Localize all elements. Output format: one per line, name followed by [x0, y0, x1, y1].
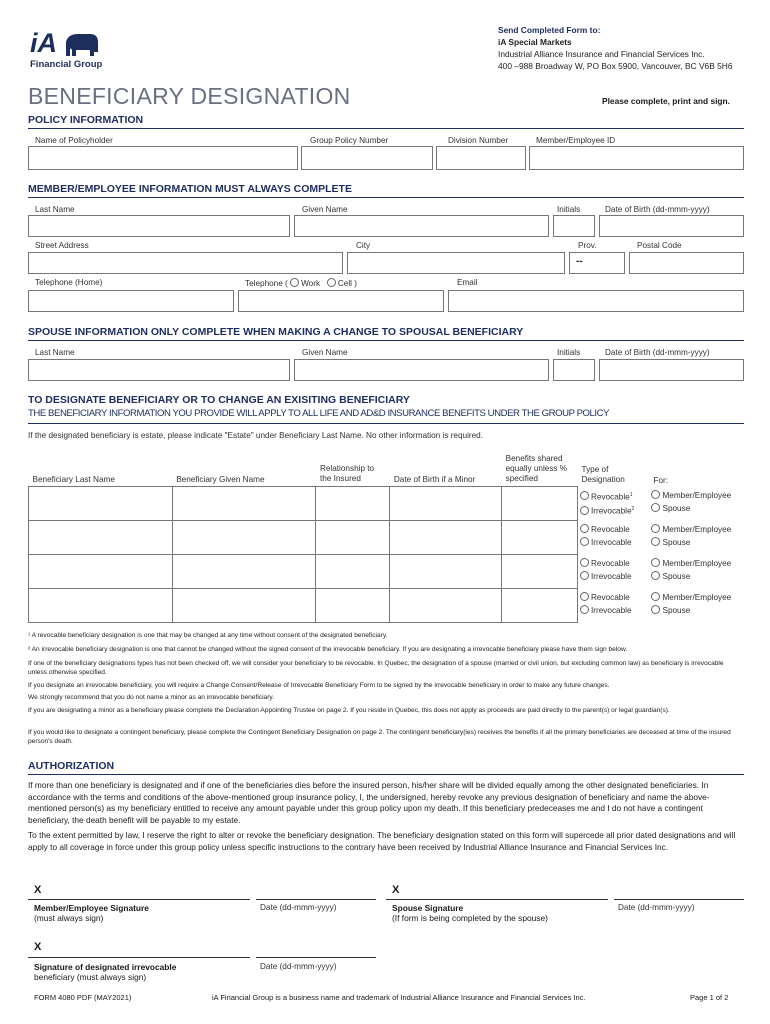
designation-options: Revocable Irrevocable	[578, 555, 650, 589]
table-row	[29, 487, 744, 521]
relationship-cell[interactable]	[316, 555, 390, 589]
tel-prefix: Telephone (	[245, 279, 288, 288]
table-row	[29, 521, 744, 555]
member-radio[interactable]	[651, 558, 660, 567]
dob-cell[interactable]	[390, 521, 502, 555]
revocable-radio[interactable]	[580, 558, 589, 567]
table-row	[29, 589, 744, 623]
spouse-given-name-field[interactable]	[294, 359, 549, 381]
city-label: City	[356, 241, 371, 250]
spouse-sig-label: Spouse Signature (If form is being completed by the spouse)	[392, 903, 548, 923]
street-field[interactable]	[28, 252, 343, 274]
company-logo	[28, 28, 108, 72]
logo-text: iA	[30, 28, 57, 58]
prov-value: --	[576, 256, 583, 267]
member-sig-label: Member/Employee Signature (must always sign)	[34, 903, 149, 923]
spouse-section-title: SPOUSE INFORMATION ONLY COMPLETE WHEN MAKING A CHANGE TO SPOUSAL BENEFICIARY	[28, 326, 524, 338]
spouse-radio[interactable]	[651, 571, 660, 580]
logo-subtitle: Financial Group	[30, 59, 103, 70]
divider	[28, 774, 744, 775]
prov-label: Prov.	[578, 241, 597, 250]
member-date-line[interactable]	[256, 899, 376, 900]
note-7: If you would like to designate a contingent beneficiary, please complete the Contingent Beneficiary Designation on page 2. The contingent beneficiary(ies) receives the benefits if all the primary beneficiaries are deceased at time of the insured person's death.	[28, 729, 731, 745]
member-given-name-label: Given Name	[302, 205, 348, 214]
spouse-last-name-field[interactable]	[28, 359, 290, 381]
member-id-field[interactable]	[529, 146, 744, 170]
divider	[28, 340, 744, 341]
member-radio[interactable]	[651, 524, 660, 533]
share-cell[interactable]	[502, 589, 578, 623]
for-options: Member/Employee Spouse	[649, 487, 743, 521]
irrev-date-line[interactable]	[256, 957, 376, 958]
col-given-name: Beneficiary Given Name	[176, 475, 265, 484]
col-relationship: Relationship to the Insured	[319, 464, 375, 483]
spouse-dob-label: Date of Birth (dd-mmm-yyyy)	[605, 348, 710, 357]
beneficiary-given-name-cell[interactable]	[172, 555, 316, 589]
member-sig-x: X	[34, 884, 42, 896]
beneficiary-given-name-cell[interactable]	[172, 521, 316, 555]
divider	[28, 423, 744, 424]
revocable-radio[interactable]	[580, 524, 589, 533]
relationship-cell[interactable]	[316, 487, 390, 521]
group-policy-field[interactable]	[301, 146, 433, 170]
member-last-name-label: Last Name	[35, 205, 75, 214]
beneficiary-last-name-cell[interactable]	[29, 521, 173, 555]
member-id-label: Member/Employee ID	[536, 136, 616, 145]
col-dob-minor: Date of Birth if a Minor	[393, 475, 476, 484]
tel-home-label: Telephone (Home)	[35, 278, 103, 287]
instruction-text: Please complete, print and sign.	[602, 96, 730, 106]
dob-cell[interactable]	[390, 487, 502, 521]
street-label: Street Address	[35, 241, 89, 250]
spouse-signature-line[interactable]	[386, 899, 608, 900]
send-company: Industrial Alliance Insurance and Financial Services Inc.	[498, 49, 705, 59]
spouse-date-line[interactable]	[614, 899, 744, 900]
dob-cell[interactable]	[390, 555, 502, 589]
share-cell[interactable]	[502, 521, 578, 555]
irrev-sig-label: Signature of designated irrevocable beneficiary (must always sign)	[34, 962, 177, 982]
member-section-title: MEMBER/EMPLOYEE INFORMATION MUST ALWAYS COMPLETE	[28, 183, 352, 195]
authorization-title: AUTHORIZATION	[28, 760, 115, 772]
irrev-signature-line[interactable]	[28, 957, 250, 958]
email-label: Email	[457, 278, 478, 287]
beneficiary-given-name-cell[interactable]	[172, 487, 316, 521]
note-5: We strongly recommend that you do not name a minor as an irrevocable beneficiary.	[28, 694, 275, 701]
irrevocable-radio[interactable]	[580, 537, 589, 546]
prov-select[interactable]	[569, 252, 625, 274]
note-6: If you are designating a minor as a beneficiary please complete the Declaration Appointing Trustee on page 2. If you reside in Quebec, this does not apply as proceeds are paid directly to the parent(s) or legal guardian(s).	[28, 707, 670, 714]
tel-work-cell-field[interactable]	[238, 290, 444, 312]
member-radio[interactable]	[651, 592, 660, 601]
relationship-cell[interactable]	[316, 589, 390, 623]
division-label: Division Number	[448, 136, 509, 145]
note-3: If one of the beneficiary designations types has not been checked off, we will consider your beneficiary to be revocable. In Quebec, the designation of a spouse (married or civil union, but excluding common law) as beneficiary is irrevocable unless otherwise specified.	[28, 660, 724, 676]
footnote-2: ² An irrevocable beneficiary designation is one that cannot be changed without the signed consent of the irrevocable beneficiary. If you are designating a irrevocable beneficiary please have them sign below.	[28, 646, 628, 653]
policy-section-title: POLICY INFORMATION	[28, 114, 144, 126]
send-to-block	[498, 24, 732, 72]
table-row	[29, 555, 744, 589]
tel-cell-radio[interactable]	[327, 278, 336, 287]
member-last-name-field[interactable]	[28, 215, 290, 237]
member-given-name-field[interactable]	[294, 215, 549, 237]
share-cell[interactable]	[502, 487, 578, 521]
member-date-label: Date (dd-mmm-yyyy)	[260, 903, 337, 912]
member-initials-field[interactable]	[553, 215, 595, 237]
beneficiary-subtitle: THE BENEFICIARY INFORMATION YOU PROVIDE WILL APPLY TO ALL LIFE AND AD&D INSURANCE BENEFITS UNDER THE GROUP POLICY	[28, 408, 610, 419]
spouse-given-name-label: Given Name	[302, 348, 348, 357]
member-dob-field[interactable]	[599, 215, 744, 237]
member-signature-line[interactable]	[28, 899, 250, 900]
member-dob-label: Date of Birth (dd-mmm-yyyy)	[605, 205, 710, 214]
form-number: FORM 4080 PDF (MAY2021)	[34, 993, 132, 1002]
irrev-date-label: Date (dd-mmm-yyyy)	[260, 962, 337, 971]
postal-label: Postal Code	[637, 241, 682, 250]
tel-work-label: Work	[301, 279, 321, 288]
tel-home-field[interactable]	[28, 290, 234, 312]
irrevocable-radio[interactable]	[580, 506, 589, 515]
for-options: Member/Employee Spouse	[649, 521, 743, 555]
beneficiary-last-name-cell[interactable]	[29, 555, 173, 589]
col-last-name: Beneficiary Last Name	[32, 475, 115, 484]
policyholder-label: Name of Policyholder	[35, 136, 113, 145]
member-radio[interactable]	[651, 490, 660, 499]
spouse-sig-x: X	[392, 884, 400, 896]
authorization-paragraph-1: If more than one beneficiary is designated and if one of the beneficiaries dies before the insured person, his/her share will be divided equally among the other designated beneficiaries. In accordance with the terms and conditions of the above-mentioned group insurance policy, I, the undersigned, hereby revoke any previous designation of beneficiary and name the above-mentioned person(s) as my beneficiary entitled to receive any amount payable under this group policy upon my death. If this beneficiary predeceases me and I do not have a contingent beneficiary, the death benefit will be payable to my estate.	[28, 780, 710, 825]
spouse-last-name-label: Last Name	[35, 348, 75, 357]
beneficiary-last-name-cell[interactable]	[29, 487, 173, 521]
spouse-initials-label: Initials	[557, 348, 581, 357]
spouse-dob-field[interactable]	[599, 359, 744, 381]
spouse-date-label: Date (dd-mmm-yyyy)	[618, 903, 695, 912]
tel-type-group	[245, 278, 357, 288]
relationship-cell[interactable]	[316, 521, 390, 555]
revocable-radio[interactable]	[580, 491, 589, 500]
policyholder-field[interactable]	[28, 146, 298, 170]
postal-field[interactable]	[629, 252, 744, 274]
spouse-initials-field[interactable]	[553, 359, 595, 381]
division-field[interactable]	[436, 146, 526, 170]
beneficiary-section-title: TO DESIGNATE BENEFICIARY OR TO CHANGE AN EXISITING BENEFICIARY	[28, 394, 410, 406]
designation-options: Revocable$^1$ Irrevocable$^2$	[578, 487, 650, 521]
for-options: Member/Employee Spouse	[649, 589, 743, 623]
spouse-radio[interactable]	[651, 605, 660, 614]
for-options: Member/Employee Spouse	[649, 555, 743, 589]
beneficiary-given-name-cell[interactable]	[172, 589, 316, 623]
divider	[28, 197, 744, 198]
send-org: iA Special Markets	[498, 37, 572, 47]
spouse-radio[interactable]	[651, 537, 660, 546]
spouse-radio[interactable]	[651, 503, 660, 512]
member-initials-label: Initials	[557, 205, 581, 214]
page-number: Page 1 of 2	[690, 993, 729, 1002]
estate-note: If the designated beneficiary is estate, please indicate "Estate" under Beneficiary Last Name. No other information is required.	[28, 431, 484, 440]
send-address: 400 –988 Broadway W, PO Box 5900, Vancouver, BC V6B 5H6	[498, 61, 733, 71]
note-4: If you designate an irrevocable beneficiary, you will require a Change Consent/Release of Irrevocable Beneficiary Form to be signed by the irrevocable beneficiary in order to make any future changes.	[28, 682, 610, 689]
send-title: Send Completed Form to:	[498, 25, 601, 35]
authorization-paragraph-2: To the extent permitted by law, I reserve the right to alter or revoke the beneficiary designation. The beneficiary designation stated on this form will supercede all prior dated designations and will apply to all coverage in force under this group policy unless specific instructions to the contrary have been received by Industrial Alliance Insurance and Financial Services Inc.	[28, 830, 736, 852]
city-field[interactable]	[347, 252, 565, 274]
designation-options: Revocable Irrevocable	[578, 589, 650, 623]
irrev-sig-x: X	[34, 941, 42, 953]
col-for: For:	[653, 475, 669, 485]
irrevocable-radio[interactable]	[580, 571, 589, 580]
form-title: BENEFICIARY DESIGNATION	[28, 83, 351, 109]
beneficiary-last-name-cell[interactable]	[29, 589, 173, 623]
footnote-1: ¹ A revocable beneficiary designation is one that may be changed at any time without consent of the designated beneficiary.	[28, 632, 388, 639]
dob-cell[interactable]	[390, 589, 502, 623]
tel-cell-label: Cell )	[337, 279, 357, 288]
irrevocable-radio[interactable]	[580, 605, 589, 614]
trademark-text: iA Financial Group is a business name and trademark of Industrial Alliance Insurance and Financial Services Inc.	[212, 993, 586, 1002]
divider	[28, 128, 744, 129]
col-share: Benefits shared equally unless % specified	[505, 454, 568, 483]
revocable-radio[interactable]	[580, 592, 589, 601]
share-cell[interactable]	[502, 555, 578, 589]
col-type: Type of Designation	[581, 464, 625, 484]
elephant-icon	[64, 32, 100, 58]
beneficiary-table	[28, 452, 744, 623]
email-field[interactable]	[448, 290, 744, 312]
group-policy-label: Group Policy Number	[310, 136, 389, 145]
designation-options: Revocable Irrevocable	[578, 521, 650, 555]
tel-work-radio[interactable]	[290, 278, 299, 287]
